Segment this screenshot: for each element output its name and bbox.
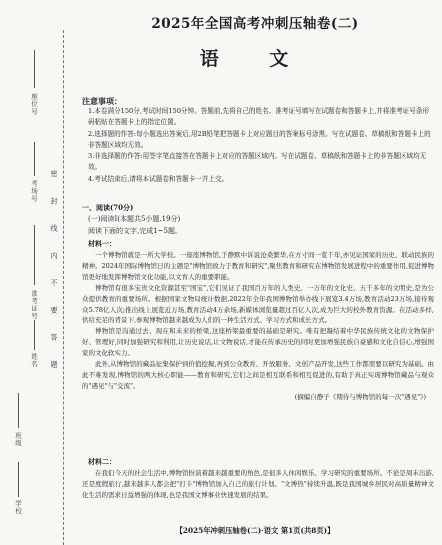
instruction-text: 阅读下面的文字,完成1~5题。 (88, 227, 182, 235)
exam-page (70, 0, 440, 545)
binding-margin (0, 0, 68, 545)
passage1 (82, 250, 434, 403)
class-label: 班级 (14, 432, 22, 447)
seal-dashed-line (63, 30, 64, 545)
notice-item: 1.本卷满分150分,考试时间150分钟。答题前,先将自己的姓名、准考证号填写在试题卷和答题卡上,并将准考证号条形码粘贴在答题卡上的指定位置。 (88, 107, 430, 127)
passage2 (82, 468, 434, 501)
notice-item: 4.考试结束后,请将本试题卷和答题卡一并上交。 (88, 174, 229, 183)
name-field[interactable] (34, 320, 35, 350)
part-heading: 一、阅读(70分) (82, 203, 134, 212)
source-citation: (摘编自静子《期待与博物馆的每一次"遇见"》) (294, 392, 426, 401)
material1-heading: 材料一： (88, 239, 116, 248)
seat-no-label: 座位号 (30, 93, 38, 116)
paragraph: 博物馆是沟通过去、现在和未来的桥梁,这座桥梁最重要的基础是研究。唯有把凝结着中华民族传统文化的文物保护好、管理好,同时加强研究和利用,让历史说话,让文物说话,才能在传承历史的同时更加增强民族自豪感和文化自信心,增强国家的文化软实力。 (82, 327, 434, 358)
exam-id-field[interactable] (34, 225, 35, 285)
exam-id-label: 准考证号 (30, 290, 38, 320)
name-label: 姓名 (30, 353, 38, 368)
notice-item: 3.非选择题的作答:用签字笔直接答在答题卡上对应的答题区域内。写在试题卷、草稿纸和答题卡上的非答题区域均无效。 (88, 152, 427, 172)
exam-room-label: 考场号 (30, 180, 38, 203)
seal-line-warning: 密 封 线 内 不 要 答 题 (50, 170, 58, 377)
seat-no-field[interactable] (34, 50, 35, 88)
material2-heading: 材料二： (88, 457, 116, 466)
page-footer: 【2025年冲刺压轴卷(二)·语文 第1页(共8页)】 (175, 526, 335, 535)
paragraph: 博物馆有很多宝贵文化资源甚至"国宝",它们见证了我国百万年的人类史、一万年的文化史、五千多年的文明史,是为公众提供教育的重要场所。根据国家文物局统计数据,2022年全年我国博物馆举办线下展览3.4万场,教育活动23万场,接待观众5.78亿人次;推出线上展览近万场,教育活动4万余场,新媒体浏览量超过百亿人次,成为巨大的校外教育资源。在活动多样,供给充足的背景下,参观博物馆越来越成为人们的一种生活方式、学习方式和成长方式。 (82, 283, 434, 325)
paragraph: 在我们今天的社会生活中,博物馆扮演着越来越重要的角色,是很多人休闲娱乐、学习研究的重要场所。不论是周末出游,还是度假旅行,越来越多人都会把"打卡"博物馆加入自己的旅行计划。"文博热"持续升温,既是我国城乡居民对高质量精神文化生活的需求日益增强的体现,也是我国文博事业快速发展的结果。 (82, 469, 434, 499)
subject-title: 语 文 (199, 48, 311, 70)
school-label: 学校 (14, 500, 22, 515)
notice-list (88, 106, 434, 185)
subpart-heading: (一)阅读Ⅰ(本题共5小题,19分) (88, 215, 181, 223)
paragraph: 一个博物馆就是一所大学校。一座座博物馆,于静默中诉说沧桑繁华,在方寸间一览千年,亦见证国家的历史、联动民族的精神。2024年国际博物馆日的主题是"博物馆致力于教育和研究",聚焦教育和研究在博物馆发展进程中的重要作用,促进博物馆更好地发挥博物馆文化功能,以文育人的重要职能。 (82, 251, 434, 281)
page-title: 2025年全国高考冲刺压轴卷(二) (151, 16, 359, 32)
class-field[interactable] (18, 393, 19, 428)
notice-heading: 注意事项： (82, 96, 122, 106)
notice-item: 2.选择题的作答:每小题选出答案后,用2B铅笔把答题卡上对应题目的答案标号涂黑。写在试题卷、草稿纸和答题卡上的非答题区域均无效。 (88, 129, 431, 149)
paragraph: 此外,从博物馆的藏品征集保护到价值挖掘,再到公众教育、开放服务、文创产品开发,这些工作都需要以研究为基础。由此不难发现,博物馆的两大核心职能——教育和研究,它们之间是相互联系和相互促进的,有助于真正实现博物馆藏品与观众的"遇见"与"交流"。 (82, 360, 434, 390)
school-field[interactable] (18, 462, 19, 497)
exam-room-field[interactable] (34, 142, 35, 176)
